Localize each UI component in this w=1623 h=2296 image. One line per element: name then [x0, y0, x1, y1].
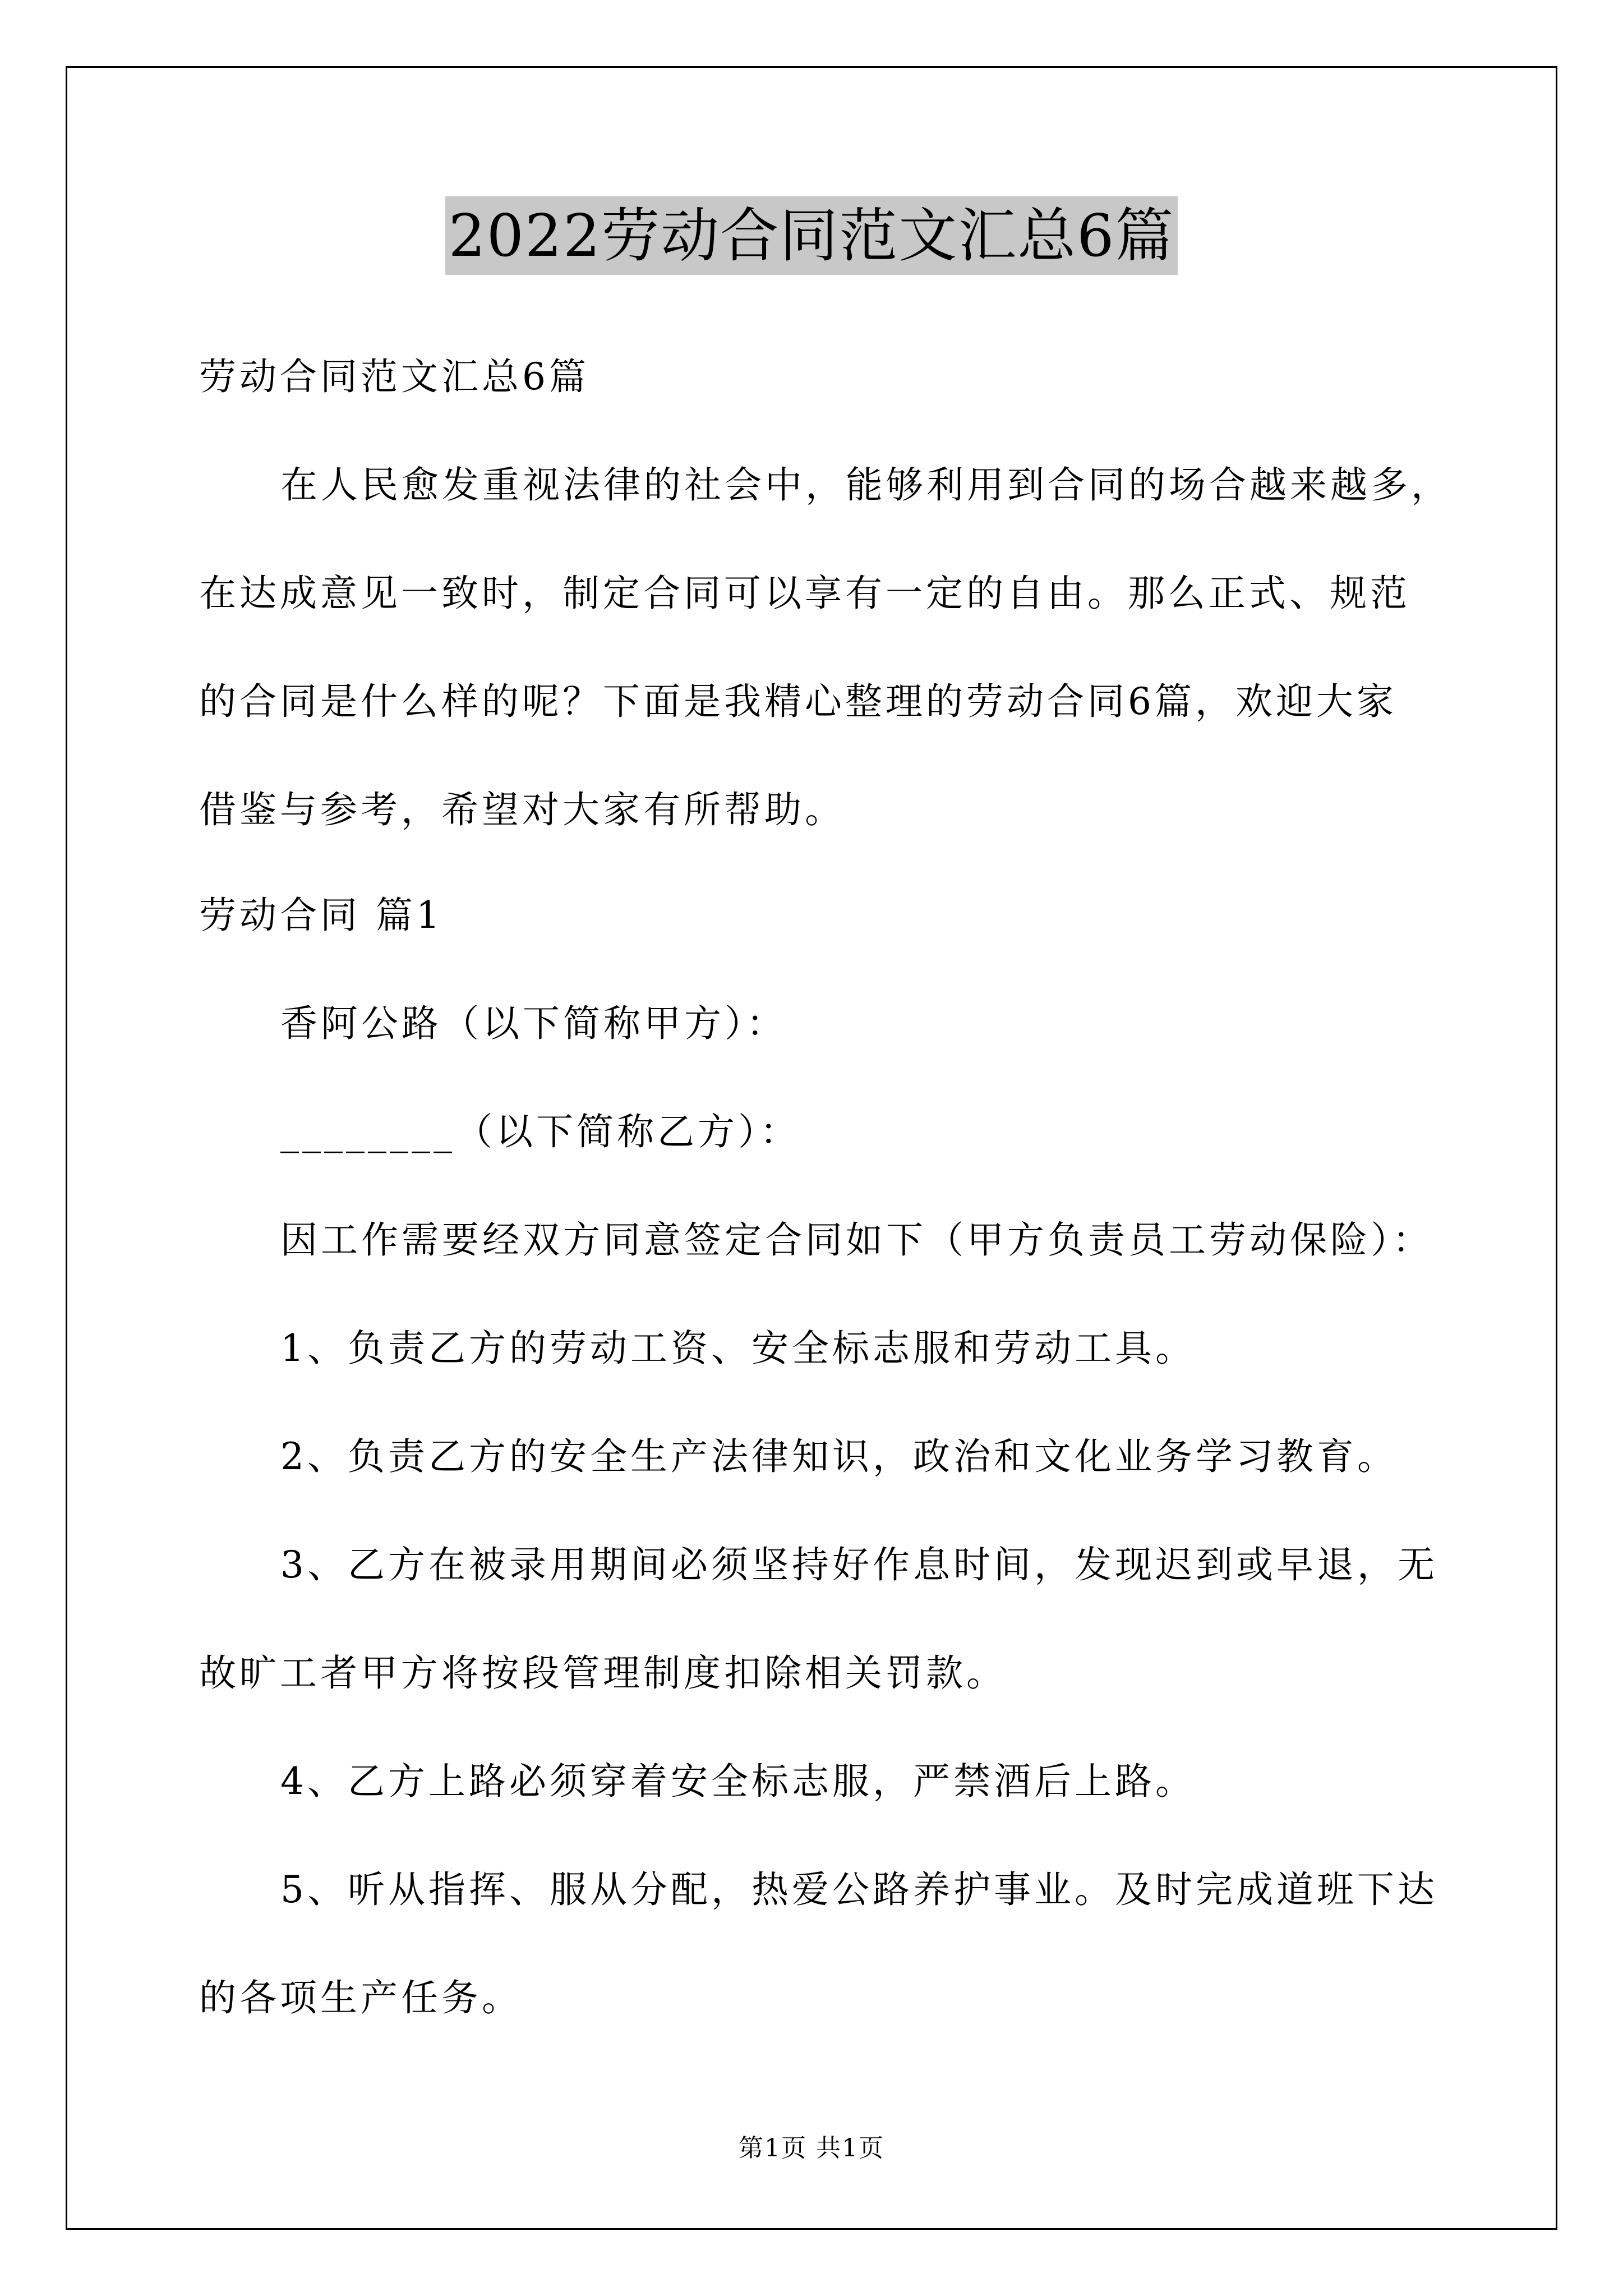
clause-1: 1、负责乙方的劳动工资、安全标志服和劳动工具。 [280, 1327, 1196, 1370]
party-b-line: ________（以下简称乙方）： [280, 1110, 800, 1153]
section-heading: 劳动合同 篇1 [199, 894, 443, 937]
document-title: 2022劳动合同范文汇总6篇 [445, 196, 1178, 275]
clause-4: 4、乙方上路必须穿着安全标志服，严禁酒后上路。 [280, 1760, 1196, 1803]
intro-line-1: 在人民愈发重视法律的社会中，能够利用到合同的场合越来越多， [280, 463, 1451, 507]
clause-5: 5、听从指挥、服从分配，热爱公路养护事业。及时完成道班下达 [280, 1868, 1438, 1911]
document-subtitle: 劳动合同范文汇总6篇 [199, 355, 589, 398]
page-footer: 第1页 共1页 [739, 2134, 884, 2162]
clause-3: 3、乙方在被录用期间必须坚持好作息时间，发现迟到或早退，无 [280, 1543, 1438, 1586]
intro-line-2: 在达成意见一致时，制定合同可以享有一定的自由。那么正式、规范 [199, 572, 1410, 615]
preamble-line: 因工作需要经双方同意签定合同如下（甲方负责员工劳动保险）： [280, 1218, 1433, 1262]
clause-3-continued: 故旷工者甲方将按段管理制度扣除相关罚款。 [199, 1651, 1007, 1695]
party-a-line: 香阿公路（以下简称甲方）： [280, 1002, 787, 1045]
intro-line-4: 借鉴与参考，希望对大家有所帮助。 [199, 788, 845, 831]
intro-line-3: 的合同是什么样的呢？下面是我精心整理的劳动合同6篇，欢迎大家 [199, 680, 1397, 723]
title-container [0, 196, 1623, 275]
clause-5-continued: 的各项生产任务。 [199, 1976, 522, 2019]
clause-2: 2、负责乙方的安全生产法律知识，政治和文化业务学习教育。 [280, 1435, 1398, 1478]
